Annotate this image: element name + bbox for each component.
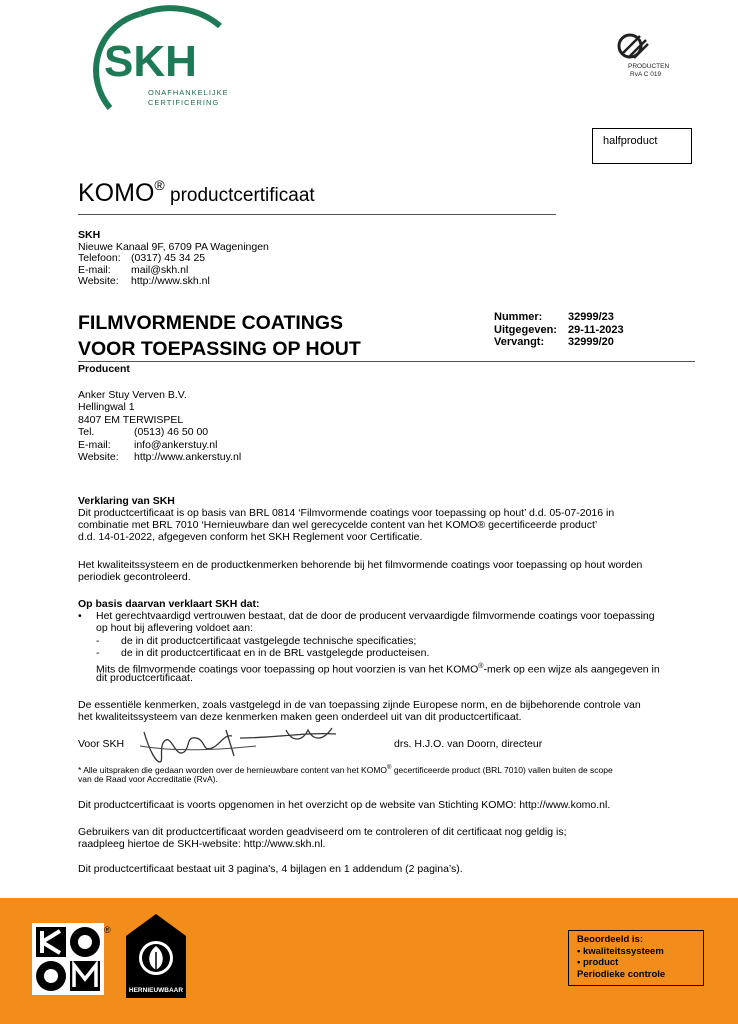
issuer-phone-label: Telefoon: [78, 252, 121, 264]
producent-tel: (0513) 46 50 00 [134, 426, 209, 438]
basis-dash-1: - [96, 635, 100, 647]
certificate-meta [494, 311, 624, 349]
halfproduct-label: halfproduct [603, 135, 658, 147]
hernieuwbaar-label: HERNIEUWBAAR [128, 987, 184, 994]
issuer-email[interactable]: mail@skh.nl [131, 263, 189, 276]
basis-bullet: • [78, 610, 82, 622]
verklaring-para2-line-1: Het kwaliteitssysteem en de productkenmerken behorende bij het filmvormende coatings voor toepassing op hout worden [78, 559, 643, 571]
producent-email-row [78, 440, 217, 452]
issuer-website-row [78, 276, 210, 288]
verklaring-line-2: combinatie met BRL 7010 ‘Hernieuwbare dan wel gerecycelde content van het KOMO® gecertificeerde product’ [78, 519, 598, 531]
rva-logo [612, 32, 670, 82]
basis-dash-2-text: de in dit productcertificaat en in de BRL vastgelegde producteisen. [121, 647, 430, 659]
skh-logo-text: SKH [104, 37, 197, 86]
meta-nummer-row [494, 311, 624, 324]
product-heading-line-2: VOOR TOEPASSING OP HOUT [78, 338, 361, 360]
product-heading [78, 310, 361, 362]
rva-text-2: RvA C 019 [630, 71, 662, 78]
footnote-line-2: van de Raad voor Accreditatie (RvA). [78, 774, 218, 784]
producent-heading: Producent [78, 363, 130, 375]
meta-uitgegeven: 29-11-2023 [568, 323, 624, 336]
basis-dash-1-text: de in dit productcertificaat vastgelegde technische specificaties; [121, 635, 417, 647]
producent-name: Anker Stuy Verven B.V. [78, 389, 187, 401]
komo-logo [32, 923, 104, 995]
footnote-reg: ® [387, 765, 392, 771]
producent-website-row [78, 452, 241, 464]
title-komo: KOMO [78, 179, 155, 207]
basis-bullet-line-1: Het gerechtvaardigd vertrouwen bestaat, dat de door de producent vervaardigde filmvormende coatings voor toepassing [96, 610, 655, 622]
closing-gebruikers-line-1: Gebruikers van dit productcertificaat worden geadviseerd om te controleren of dit certificaat nog geldig is; [78, 826, 567, 838]
issuer-name: SKH [78, 229, 101, 241]
closing-bestaat-line: Dit productcertificaat bestaat uit 3 pagina's, 4 bijlagen en 1 addendum (2 pagina’s). [78, 863, 463, 875]
producent-city: 8407 EM TERWISPEL [78, 413, 184, 426]
verklaring-para2-line-2: periodiek gecontroleerd. [78, 571, 191, 583]
closing-komo-line: Dit productcertificaat is voorts opgenomen in het overzicht op de website van Stichting KOMO: http://www.komo.nl. [78, 799, 611, 811]
producent-email[interactable]: info@ankerstuy.nl [134, 438, 218, 451]
verklaring-line-1: Dit productcertificaat is op basis van BRL 0814 ‘Filmvormende coatings voor toepassing op hout’ d.d. 05-07-2016 in [78, 507, 615, 519]
issuer-address: Nieuwe Kanaal 9F, 6709 PA Wageningen [78, 240, 269, 253]
komo-reg: ® [104, 925, 111, 935]
essentiele-line-2: het kwaliteitssysteem van deze kenmerken maken geen onderdeel uit van dit productcertificaat. [78, 711, 522, 723]
meta-vervangt: 32999/20 [568, 336, 614, 348]
footnote-a: * Alle uitspraken die gedaan worden over de hernieuwbare content van het KOMO [78, 764, 388, 775]
essentiele-line-1: De essentiële kenmerken, zoals vastgelegd in de van toepassing zijnde Europese norm, en de bijbehorende controle van [78, 699, 641, 711]
director-signature [136, 722, 346, 768]
producent-tel-row [78, 427, 208, 439]
basis-mits-line-2: dit productcertificaat. [96, 672, 193, 684]
skh-logo-arc-top [140, 8, 220, 26]
signature-voor: Voor SKH [78, 738, 125, 750]
beoordeeld-heading: Beoordeeld is: [577, 934, 643, 945]
verklaring-line-3: d.d. 14-01-2022, afgegeven conform het SKH Reglement voor Certificatie. [78, 531, 423, 543]
meta-vervangt-label: Vervangt: [494, 336, 545, 348]
skh-logo-subtitle: ONAFHANKELIJKE [148, 88, 229, 97]
beoordeeld-box [568, 930, 704, 986]
meta-nummer: 32999/23 [568, 311, 614, 323]
producent-website[interactable]: http://www.ankerstuy.nl [134, 451, 242, 463]
title-reg: ® [154, 177, 165, 193]
beoordeeld-periodiek: Periodieke controle [577, 968, 666, 980]
hernieuwbaar-logo [124, 912, 188, 1000]
issuer-website-label: Website: [78, 275, 119, 287]
certificate-title [78, 177, 315, 208]
halfproduct-box [592, 128, 692, 164]
issuer-website[interactable]: http://www.skh.nl [131, 275, 210, 287]
heading-divider [78, 361, 695, 362]
closing-gebruikers-line-2: raadpleeg hiertoe de SKH-website: http://www.skh.nl. [78, 838, 326, 850]
meta-nummer-label: Nummer: [494, 311, 543, 323]
issuer-phone: (0317) 45 34 25 [131, 252, 206, 264]
title-sub: productcertificaat [164, 185, 315, 206]
producent-street: Hellingwal 1 [78, 401, 135, 413]
meta-uitgegeven-row [494, 324, 624, 337]
meta-uitgegeven-label: Uitgegeven: [494, 323, 557, 336]
producent-email-label: E-mail: [78, 438, 111, 451]
beoordeeld-item-product: • product [577, 957, 619, 968]
basis-bullet-line-2: op hout bij aflevering voldoet aan: [96, 622, 254, 634]
producent-website-label: Website: [78, 451, 119, 463]
issuer-email-label: E-mail: [78, 263, 111, 276]
basis-dash-2: - [96, 647, 100, 659]
beoordeeld-item-kwaliteitssysteem: • kwaliteitssysteem [577, 945, 664, 957]
footnote-b: gecertificeerde product (BRL 7010) vallen buiten de scope [391, 764, 613, 775]
basis-mits-a: Mits de filmvormende coatings voor toepassing op hout voorzien is van het KOMO [96, 663, 479, 676]
title-divider [78, 214, 556, 215]
basis-heading: Op basis daarvan verklaart SKH dat: [78, 598, 260, 610]
rva-text-1: PRODUCTEN [628, 63, 670, 70]
skh-logo-subtitle-2: CERTIFICERING [148, 98, 220, 107]
basis-mits-b: -merk op een wijze als aangegeven in [483, 663, 660, 676]
product-heading-line-1: FILMVORMENDE COATINGS [78, 312, 344, 334]
basis-mits-reg: ® [478, 663, 484, 670]
meta-vervangt-row [494, 336, 624, 349]
signature-director: drs. H.J.O. van Doorn, directeur [394, 738, 543, 750]
producent-tel-label: Tel. [78, 426, 95, 438]
verklaring-heading: Verklaring van SKH [78, 495, 175, 507]
